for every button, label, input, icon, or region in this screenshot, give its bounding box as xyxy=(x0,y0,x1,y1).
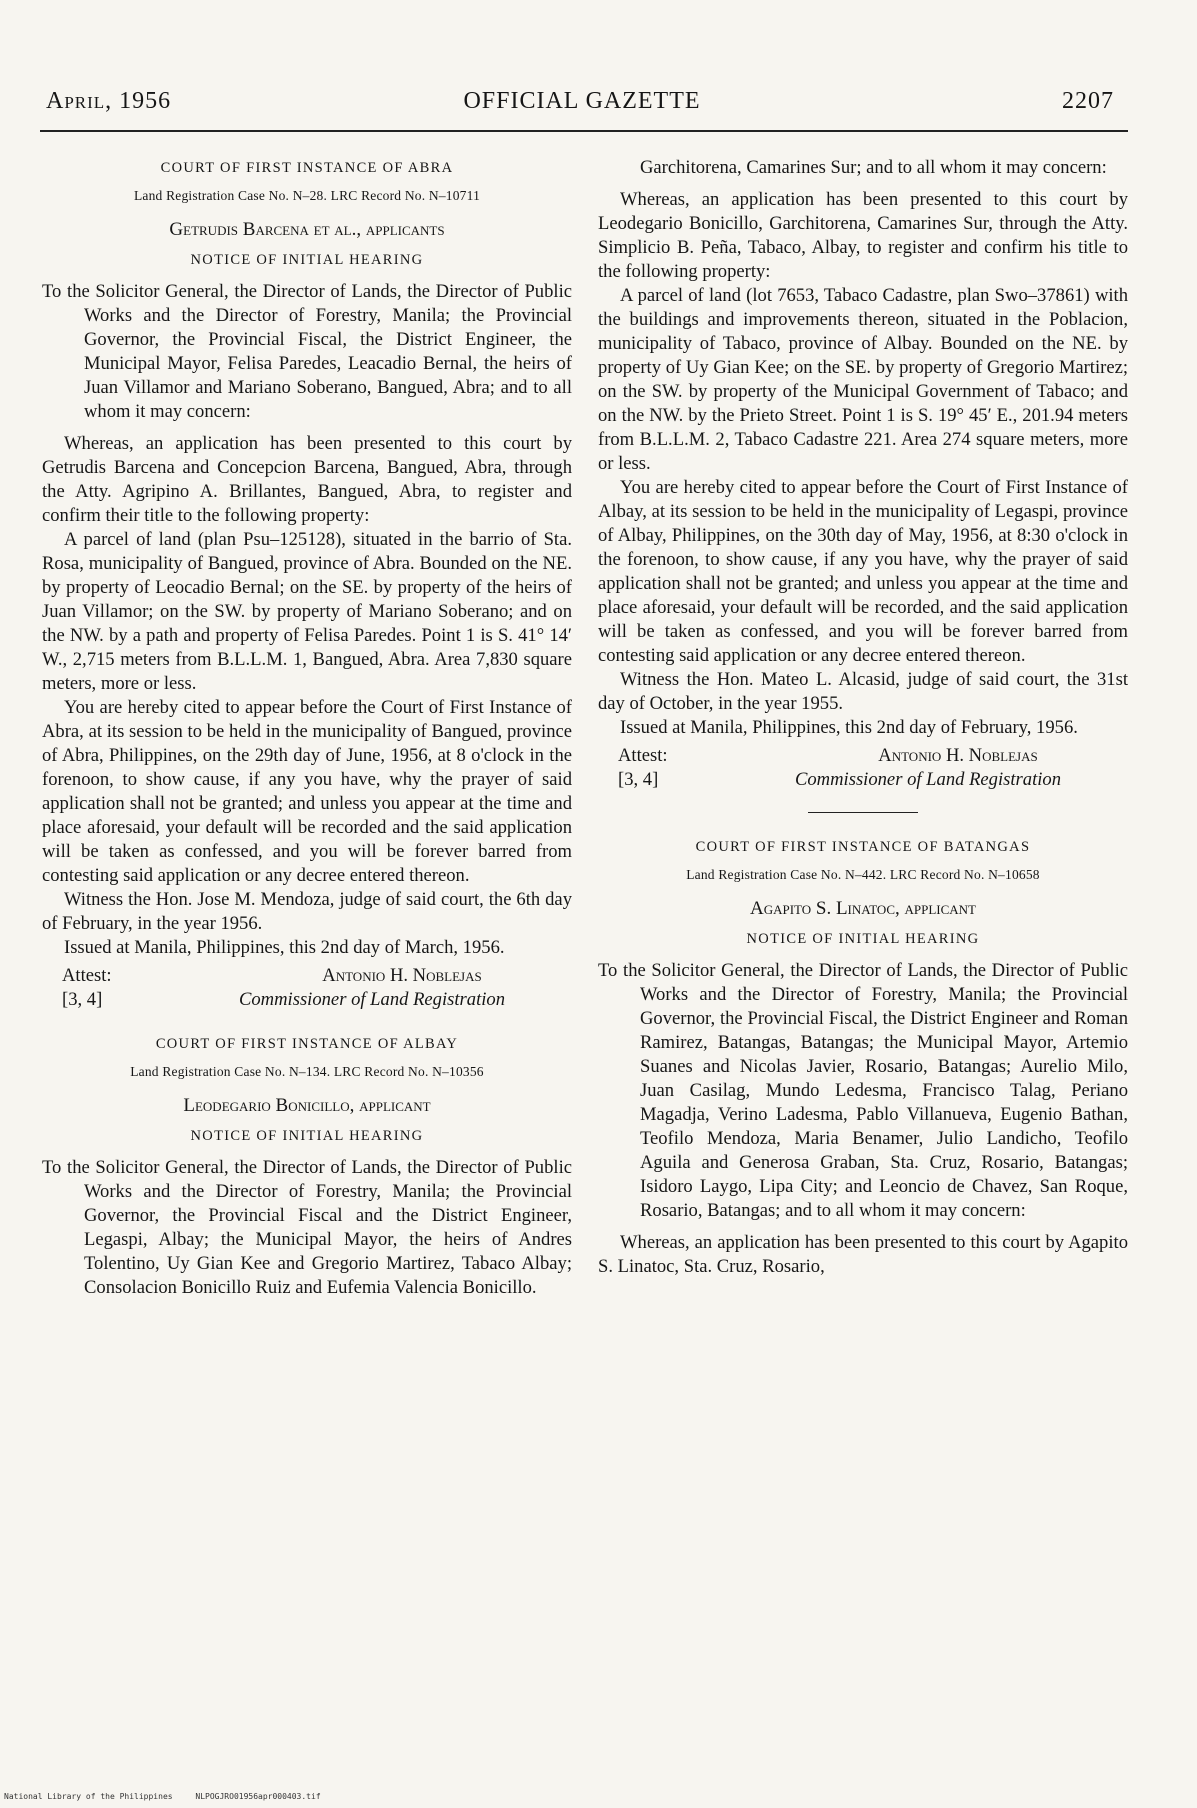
issue-ref: [3, 4] xyxy=(618,769,659,790)
paragraph: You are hereby cited to appear before the Court of First Instance of Albay, at its session to be held in the municipality of Legaspi, province of Albay, Philippines, on the 30th day of May, 1956, at 8:30 o'clock in the forenoon, to show cause, if any you have, why the prayer of said application shall not be granted; and unless you appear at the time and place aforesaid, your default will be recorded, and the said application will be taken as confessed, and you will be forever barred from contesting said application or any decree entered thereon. xyxy=(598,477,1128,666)
section-separator xyxy=(808,812,918,813)
paragraph: Issued at Manila, Philippines, this 2nd day of February, 1956. xyxy=(620,717,1078,738)
notice-title: NOTICE OF INITIAL HEARING xyxy=(746,931,980,947)
case-line: Land Registration Case No. N–134. LRC Record No. N–10356 xyxy=(130,1064,484,1079)
library-credit: National Library of the Philippines xyxy=(4,1792,173,1801)
signer-title: Commissioner of Land Registration xyxy=(238,989,505,1010)
notice-title: NOTICE OF INITIAL HEARING xyxy=(190,252,424,268)
paragraph: A parcel of land (lot 7653, Tabaco Cadastre, plan Swo–37861) with the buildings and improvements thereon, situated in the Poblacion, municipality of Tabaco, province of Albay. Bounded on the NE. by property of Uy Gian Kee; on the SE. by property of Gregorio Martirez; on the SW. by property of the Municipal Government of Tabaco; and on the NW. by the Prieto Street. Point 1 is S. 19° 45′ E., 201.94 meters from B.L.L.M. 2, Tabaco Cadastre 221. Area 274 square meters, more or less. xyxy=(598,285,1128,474)
header-rule xyxy=(40,130,1128,132)
paragraph: Witness the Hon. Jose M. Mendoza, judge of said court, the 6th day of February, in the year 1956. xyxy=(42,889,572,934)
issue-date: April, 1956 xyxy=(46,88,172,114)
addressees: To the Solicitor General, the Director of Lands, the Director of Public Works and the Director of Forestry, Manila; the Provincial Governor, the Provincial Fiscal and the District Engineer, Legaspi, Albay; the Municipal Mayor, the heirs of Andres Tolentino, Uy Gian Kee and Gregorio Martirez, Tabaco Albay; Consolacion Bonicillo Ruiz and Eufemia Valencia Bonicillo. xyxy=(42,1157,572,1298)
attest-label: Attest: xyxy=(62,965,112,986)
paragraph: Whereas, an application has been presented to this court by Agapito S. Linatoc, Sta. Cruz, Rosario, xyxy=(598,1232,1128,1277)
paragraph: Whereas, an application has been presented to this court by Leodegario Bonicillo, Garchitorena, Camarines Sur, through the Atty. Simplicio B. Peña, Tabaco, Albay, to register and confirm his title to the following property: xyxy=(598,189,1128,282)
addressees: To the Solicitor General, the Director of Lands, the Director of Public Works and the Director of Forestry, Manila; the Provincial Governor, the Provincial Fiscal, the District Engineer and Roman Ramirez, Batangas, Batangas; the Municipal Mayor, Artemio Suanes and Nicolas Javier, Rosario, Batangas; Aurelio Milo, Juan Casilag, Mundo Ledesma, Francisco Talag, Periano Magadja, Verino Ladesma, Pablo Villanueva, Eugenio Bathan, Teofilo Mendoza, Maria Benamer, Julio Landicho, Teofilo Aguila and Generosa Graban, Sta. Cruz, Rosario, Batangas; Isidoro Laygo, Lipa City; and Leoncio de Chavez, San Roque, Rosario, Batangas; and to all whom it may concern: xyxy=(598,960,1128,1221)
file-name: NLPOGJRO01956apr000403.tif xyxy=(195,1792,321,1801)
scan-footer xyxy=(4,1792,339,1801)
paragraph: You are hereby cited to appear before the Court of First Instance of Abra, at its session to be held in the municipality of Bangued, province of Abra, Philippines, on the 29th day of June, 1956, at 8 o'clock in the forenoon, to show cause, if any you have, why the prayer of said application shall not be granted; and unless you appear at the time and place aforesaid, your default will be recorded and the said application will be taken as confessed, and you will be forever barred from contesting said application or any decree entered thereon. xyxy=(42,697,572,886)
case-line: Land Registration Case No. N–28. LRC Record No. N–10711 xyxy=(133,188,481,203)
signer-name: Antonio H. Noblejas xyxy=(322,965,482,986)
notice-title: NOTICE OF INITIAL HEARING xyxy=(190,1128,424,1144)
publication-title: OFFICIAL GAZETTE xyxy=(463,88,701,114)
applicant-line: Leodegario Bonicillo, applicant xyxy=(183,1095,431,1116)
masthead xyxy=(42,88,1122,122)
paragraph: A parcel of land (plan Psu–125128), situated in the barrio of Sta. Rosa, municipality of Bangued, province of Abra. Bounded on the NE. by property of Leocadio Bernal; on the SE. by property of the heirs of Juan Villamor; on the SW. by property of Mariano Soberano; and on the NW. by a path and property of Felisa Paredes. Point 1 is S. 41° 14′ W., 2,715 meters from B.L.L.M. 1, Bangued, Abra. Area 7,830 square meters, more or less. xyxy=(42,529,572,694)
addressees: To the Solicitor General, the Director of Lands, the Director of Public Works and the Director of Forestry, Manila; the Provincial Governor, the Provincial Fiscal, the District Engineer, the Municipal Mayor, Felisa Paredes, Leacadio Bernal, the heirs of Juan Villamor and Mariano Soberano, Bangued, Abra; and to all whom it may concern: xyxy=(42,281,572,422)
signer-name: Antonio H. Noblejas xyxy=(878,745,1038,766)
right-column xyxy=(598,150,1128,1279)
signer-title: Commissioner of Land Registration xyxy=(794,769,1061,790)
applicant-line: Agapito S. Linatoc, applicant xyxy=(749,898,976,919)
attestation xyxy=(42,964,572,1014)
paragraph: Witness the Hon. Mateo L. Alcasid, judge of said court, the 31st day of October, in the year 1955. xyxy=(598,669,1128,714)
attestation xyxy=(598,744,1128,794)
paragraph: Issued at Manila, Philippines, this 2nd day of March, 1956. xyxy=(64,937,505,958)
page-number: 2207 xyxy=(1062,88,1114,114)
issue-ref: [3, 4] xyxy=(62,989,103,1010)
attest-label: Attest: xyxy=(618,745,668,766)
court-heading: COURT OF FIRST INSTANCE OF BATANGAS xyxy=(695,839,1031,855)
case-line: Land Registration Case No. N–442. LRC Record No. N–10658 xyxy=(686,867,1040,882)
addressees-continued: Garchitorena, Camarines Sur; and to all whom it may concern: xyxy=(640,157,1107,178)
left-column xyxy=(42,150,572,1308)
paragraph: Whereas, an application has been presented to this court by Getrudis Barcena and Concepcion Barcena, Bangued, Abra, through the Atty. Agripino A. Brillantes, Bangued, Abra, to register and confirm their title to the following property: xyxy=(42,433,572,526)
court-heading: COURT OF FIRST INSTANCE OF ALBAY xyxy=(155,1036,459,1052)
applicant-line: Getrudis Barcena et al., applicants xyxy=(169,219,445,240)
court-heading: COURT OF FIRST INSTANCE OF ABRA xyxy=(160,160,454,176)
